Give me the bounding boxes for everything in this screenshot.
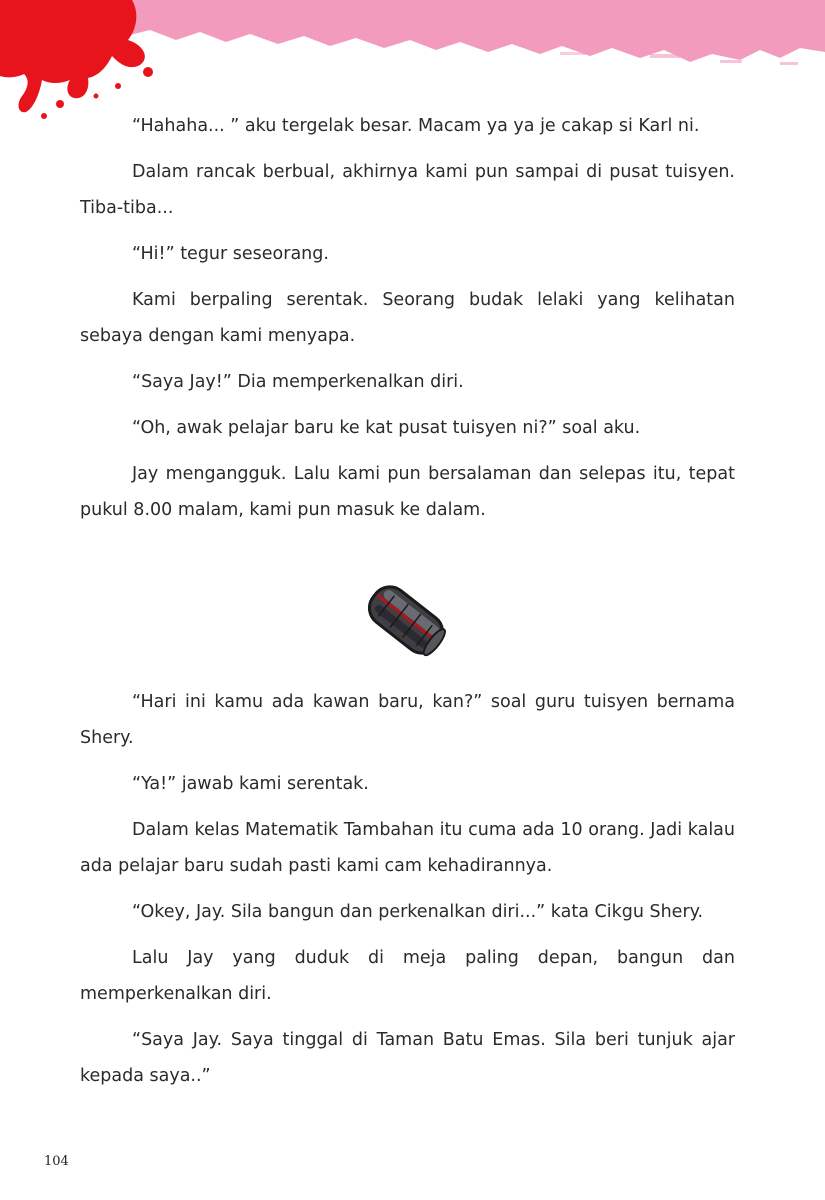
paragraph-9: “Ya!” jawab kami serentak.: [132, 774, 369, 794]
pencil-case-icon: [352, 572, 460, 668]
pink-brush-stroke: [90, 0, 825, 65]
header-brush-decoration: [0, 0, 825, 125]
paragraph-7: Jay mengangguk. Lalu kami pun bersalaman dan selepas itu, tepat pukul 8.00 malam, kami pun masuk ke dalam.: [80, 464, 735, 520]
story-text-bottom: [80, 684, 735, 1104]
paragraph-13: “Saya Jay. Saya tinggal di Taman Batu Emas. Sila beri tunjuk ajar kepada saya..”: [80, 1030, 735, 1086]
paragraph-2: Dalam rancak berbual, akhirnya kami pun sampai di pusat tuisyen. Tiba-tiba...: [80, 162, 735, 218]
red-ink-splat: [0, 0, 153, 119]
paragraph-3: “Hi!” tegur seseorang.: [132, 244, 329, 264]
paragraph-12: Lalu Jay yang duduk di meja paling depan, bangun dan memperkenalkan diri.: [80, 948, 735, 1004]
paragraph-5: “Saya Jay!” Dia memperkenalkan diri.: [132, 372, 464, 392]
paragraph-10: Dalam kelas Matematik Tambahan itu cuma ada 10 orang. Jadi kalau ada pelajar baru sudah pasti kami cam kehadirannya.: [80, 820, 735, 876]
paragraph-6: “Oh, awak pelajar baru ke kat pusat tuisyen ni?” soal aku.: [132, 418, 641, 438]
paragraph-1: “Hahaha... ” aku tergelak besar. Macam ya ya je cakap si Karl ni.: [132, 116, 700, 136]
story-text-top: [80, 108, 735, 538]
page-number: 104: [44, 1154, 69, 1169]
paragraph-4: Kami berpaling serentak. Seorang budak lelaki yang kelihatan sebaya dengan kami menyapa.: [80, 290, 735, 346]
paragraph-8: “Hari ini kamu ada kawan baru, kan?” soal guru tuisyen bernama Shery.: [80, 692, 735, 748]
paragraph-11: “Okey, Jay. Sila bangun dan perkenalkan diri...” kata Cikgu Shery.: [132, 902, 704, 922]
